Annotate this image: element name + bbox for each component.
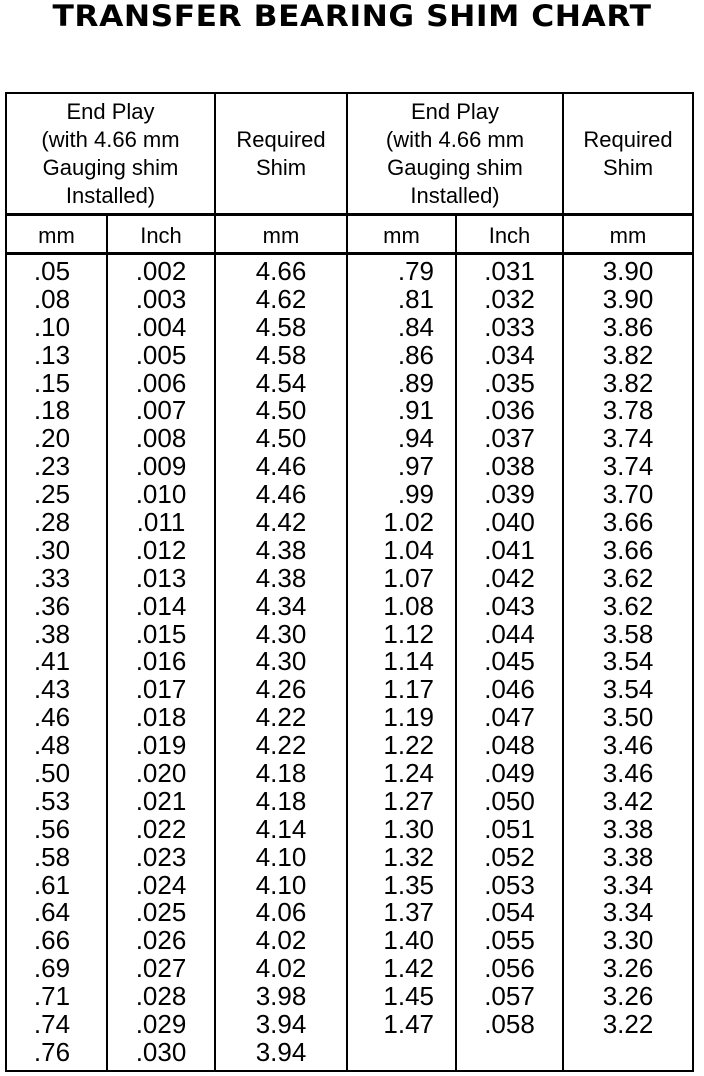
units-rule — [5, 252, 694, 255]
table-cell: .79 — [397, 256, 434, 286]
table-cell: .013 — [135, 562, 187, 593]
table-cell: 3.82 — [602, 339, 654, 370]
table-cell: .20 — [33, 423, 71, 454]
table-cell: 4.22 — [255, 702, 307, 733]
table-cell: 1.14 — [383, 646, 434, 677]
header-line: Installed) — [410, 183, 500, 208]
table-cell: .039 — [484, 479, 535, 510]
table-cell: .41 — [33, 646, 71, 677]
table-cell: 3.66 — [602, 507, 654, 538]
table-cell: .030 — [135, 1036, 187, 1067]
table-cell: 1.40 — [383, 925, 434, 956]
table-cell: 3.86 — [602, 311, 654, 342]
table-cell: 4.38 — [255, 562, 307, 593]
header-line: (with 4.66 mm — [385, 127, 525, 152]
header-line: Required — [236, 127, 326, 152]
table-cell: 3.46 — [602, 758, 654, 789]
table-cell: .023 — [135, 841, 187, 872]
header-line: (with 4.66 mm — [41, 127, 180, 152]
header-line: End Play — [410, 99, 500, 124]
table-cell: 1.24 — [383, 758, 434, 789]
table-cell: .056 — [484, 953, 535, 984]
table-cell: 4.18 — [255, 758, 307, 789]
column-left-shim — [216, 258, 346, 1067]
table-cell: .057 — [484, 981, 535, 1012]
table-cell: 4.38 — [255, 534, 307, 565]
table-cell: .045 — [484, 646, 535, 677]
table-cell: .33 — [33, 562, 71, 593]
table-cell: .054 — [484, 897, 535, 928]
table-cell: .56 — [33, 813, 71, 844]
table-cell: .018 — [135, 702, 187, 733]
table-cell: .048 — [484, 730, 535, 761]
header-line: Shim — [255, 155, 307, 180]
table-cell: .28 — [33, 507, 71, 538]
table-cell: 3.74 — [602, 423, 654, 454]
table-cell: 1.17 — [383, 674, 434, 705]
table-cell: .020 — [135, 758, 187, 789]
table-cell: 3.54 — [602, 646, 654, 677]
table-cell: .004 — [135, 311, 187, 342]
table-cell: 4.66 — [255, 256, 307, 286]
table-cell: .058 — [484, 1009, 535, 1040]
table-cell: 3.94 — [255, 1009, 307, 1040]
table-cell: .016 — [135, 646, 187, 677]
header-end-play-left — [7, 96, 214, 212]
table-cell: .055 — [484, 925, 535, 956]
table-cell: 4.14 — [255, 813, 307, 844]
table-cell: 1.19 — [383, 702, 434, 733]
table-cell: .010 — [135, 479, 187, 510]
table-cell: 3.34 — [602, 869, 654, 900]
table-cell: .81 — [397, 283, 434, 314]
table-cell: .10 — [33, 311, 71, 342]
table-cell: .031 — [484, 256, 535, 286]
table-cell: 4.06 — [255, 897, 307, 928]
table-cell: 3.98 — [255, 981, 307, 1012]
table-cell: .86 — [397, 339, 434, 370]
table-cell: .74 — [33, 1009, 71, 1040]
table-cell: .97 — [397, 451, 434, 482]
table-cell: .028 — [135, 981, 187, 1012]
table-cell: .043 — [484, 590, 535, 621]
table-cell: 1.35 — [383, 869, 434, 900]
table-cell: 4.10 — [255, 869, 307, 900]
table-cell: 4.58 — [255, 339, 307, 370]
table-cell: .019 — [135, 730, 187, 761]
table-cell: 1.47 — [383, 1009, 434, 1040]
table-cell: .64 — [33, 897, 71, 928]
table-cell: .053 — [484, 869, 535, 900]
table-cell: 1.37 — [383, 897, 434, 928]
table-cell: .002 — [135, 256, 187, 286]
unit-inch-right: Inch — [488, 223, 531, 248]
table-cell: 1.45 — [383, 981, 434, 1012]
table-cell: .009 — [135, 451, 187, 482]
table-cell: .007 — [135, 395, 187, 426]
table-cell: 3.66 — [602, 534, 654, 565]
table-cell: 3.90 — [602, 256, 654, 286]
table-cell: 3.82 — [602, 367, 654, 398]
table-cell: 3.30 — [602, 925, 654, 956]
table-cell: .58 — [33, 841, 71, 872]
column-left-inch — [108, 258, 214, 1067]
table-cell: 3.62 — [602, 590, 654, 621]
table-cell: .71 — [33, 981, 71, 1012]
table-cell: .25 — [33, 479, 71, 510]
table-cell: 1.42 — [383, 953, 434, 984]
table-cell: .99 — [397, 479, 434, 510]
table-cell: .041 — [484, 534, 535, 565]
table-cell: 3.38 — [602, 813, 654, 844]
table-cell: .006 — [135, 367, 187, 398]
table-cell: 1.32 — [383, 841, 434, 872]
table-cell: .91 — [397, 395, 434, 426]
unit-shim-right: mm — [609, 223, 647, 248]
table-cell: 4.30 — [255, 646, 307, 677]
table-cell: .037 — [484, 423, 535, 454]
table-cell: .032 — [484, 283, 535, 314]
table-cell: 4.30 — [255, 618, 307, 649]
header-line: Gauging shim — [387, 155, 523, 180]
table-cell: .027 — [135, 953, 187, 984]
table-cell: .43 — [33, 674, 71, 705]
table-cell: 3.94 — [255, 1036, 307, 1067]
table-cell: 3.26 — [602, 953, 654, 984]
table-cell: .052 — [484, 841, 535, 872]
table-cell: .08 — [33, 283, 71, 314]
table-cell: 3.74 — [602, 451, 654, 482]
table-cell: 3.50 — [602, 702, 654, 733]
table-cell: .69 — [33, 953, 71, 984]
table-cell: 4.18 — [255, 785, 307, 816]
table-cell: .049 — [484, 758, 535, 789]
table-cell: .015 — [135, 618, 187, 649]
table-cell: .046 — [484, 674, 535, 705]
header-rule — [5, 213, 694, 216]
table-cell: .05 — [33, 256, 71, 286]
header-required-shim-left — [216, 96, 346, 212]
table-cell: .011 — [136, 507, 186, 538]
table-cell: .94 — [397, 423, 434, 454]
table-cell: 1.08 — [383, 590, 434, 621]
table-cell: 3.34 — [602, 897, 654, 928]
table-cell: 3.62 — [602, 562, 654, 593]
chart-title: TRANSFER BEARING SHIM CHART — [52, 0, 652, 33]
table-cell: 4.62 — [255, 283, 307, 314]
table-cell: 4.34 — [255, 590, 307, 621]
column-right-shim — [564, 258, 692, 1039]
table-cell: .035 — [484, 367, 535, 398]
table-cell: 1.04 — [383, 534, 434, 565]
unit-mm-left: mm — [38, 223, 75, 248]
table-cell: 4.46 — [255, 479, 307, 510]
table-cell: .012 — [135, 534, 187, 565]
table-cell: .48 — [33, 730, 71, 761]
table-cell: .76 — [33, 1036, 71, 1067]
table-cell: 3.26 — [602, 981, 654, 1012]
table-cell: 3.78 — [602, 395, 654, 426]
unit-mm-right: mm — [383, 223, 420, 248]
table-cell: .026 — [135, 925, 187, 956]
table-cell: .021 — [135, 785, 187, 816]
table-cell: 4.46 — [255, 451, 307, 482]
table-cell: .051 — [484, 813, 535, 844]
table-cell: .89 — [397, 367, 434, 398]
table-cell: .038 — [484, 451, 535, 482]
table-cell: 4.58 — [255, 311, 307, 342]
table-cell: .017 — [135, 674, 187, 705]
table-cell: 4.02 — [255, 925, 307, 956]
table-cell: .61 — [33, 869, 71, 900]
table-cell: 1.02 — [383, 507, 434, 538]
column-right-mm — [348, 258, 434, 1039]
table-cell: .044 — [484, 618, 535, 649]
table-cell: 4.50 — [255, 423, 307, 454]
table-cell: 4.54 — [255, 367, 307, 398]
table-cell: 1.12 — [383, 618, 434, 649]
table-cell: 3.46 — [602, 730, 654, 761]
table-cell: .014 — [135, 590, 187, 621]
table-cell: .034 — [484, 339, 535, 370]
table-cell: .13 — [33, 339, 71, 370]
header-line: End Play — [66, 99, 155, 124]
table-cell: 1.27 — [383, 785, 434, 816]
table-cell: .50 — [33, 758, 71, 789]
table-cell: .18 — [33, 395, 71, 426]
table-cell: .46 — [33, 702, 71, 733]
table-cell: 4.42 — [255, 507, 307, 538]
table-cell: .30 — [33, 534, 71, 565]
table-cell: 3.90 — [602, 283, 654, 314]
table-cell: 3.58 — [602, 618, 654, 649]
header-line: Shim — [602, 155, 654, 180]
table-cell: .84 — [397, 311, 434, 342]
table-cell: 3.22 — [602, 1009, 654, 1040]
table-cell: 4.02 — [255, 953, 307, 984]
table-cell: .025 — [135, 897, 187, 928]
header-line: Gauging shim — [42, 155, 179, 180]
table-cell: .036 — [484, 395, 535, 426]
table-cell: .38 — [33, 618, 71, 649]
header-end-play-right — [348, 96, 562, 212]
table-cell: .23 — [33, 451, 71, 482]
table-cell: .005 — [135, 339, 187, 370]
table-cell: 3.54 — [602, 674, 654, 705]
table-cell: 3.70 — [602, 479, 654, 510]
table-cell: 4.10 — [255, 841, 307, 872]
header-required-shim-right — [564, 96, 692, 212]
column-right-inch — [457, 258, 562, 1039]
table-cell: .36 — [33, 590, 71, 621]
table-cell: .029 — [135, 1009, 187, 1040]
table-cell: 3.38 — [602, 841, 654, 872]
table-cell: 1.30 — [383, 813, 434, 844]
table-cell: .047 — [484, 702, 535, 733]
table-cell: 4.22 — [255, 730, 307, 761]
table-cell: .008 — [135, 423, 187, 454]
table-cell: 1.07 — [383, 562, 434, 593]
table-cell: .033 — [484, 311, 535, 342]
table-cell: .050 — [484, 785, 535, 816]
table-cell: 3.42 — [602, 785, 654, 816]
column-left-mm — [7, 258, 97, 1067]
table-cell: .022 — [135, 813, 187, 844]
table-cell: 1.22 — [383, 730, 434, 761]
header-line: Required — [583, 127, 673, 152]
unit-inch-left: Inch — [140, 223, 182, 248]
table-cell: .024 — [135, 869, 187, 900]
table-cell: .042 — [484, 562, 535, 593]
table-cell: .66 — [33, 925, 71, 956]
table-cell: .003 — [135, 283, 187, 314]
table-cell: .15 — [33, 367, 71, 398]
unit-shim-left: mm — [262, 223, 300, 248]
table-cell: .53 — [33, 785, 71, 816]
table-cell: .040 — [484, 507, 535, 538]
header-line: Installed) — [65, 183, 156, 208]
table-cell: 4.50 — [255, 395, 307, 426]
table-cell: 4.26 — [255, 674, 307, 705]
